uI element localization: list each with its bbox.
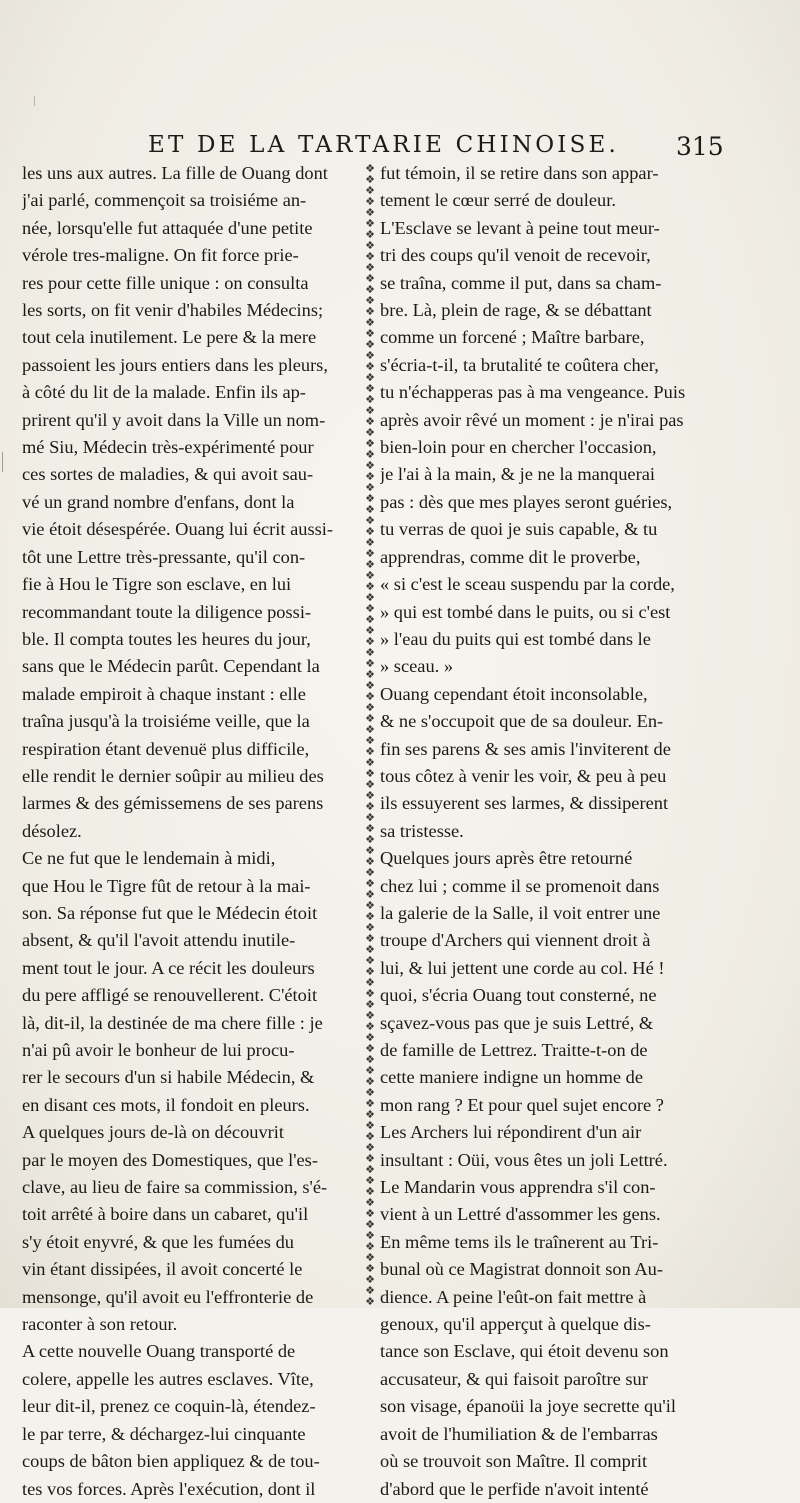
ornament-glyph: ❖ <box>365 690 375 703</box>
ornament-glyph: ❖ <box>365 536 375 549</box>
text-line: respiration étant devenuë plus difficile, <box>22 738 310 759</box>
text-line: sa tristesse. <box>380 820 464 841</box>
text-line: ble. Il compta toutes les heures du jour, <box>22 628 311 649</box>
text-line: res pour cette fille unique : on consulta <box>22 272 309 293</box>
text-line: tance son Esclave, qui étoit devenu son <box>380 1341 669 1362</box>
ornament-glyph: ❖ <box>365 657 375 670</box>
ornament-glyph: ❖ <box>365 1251 375 1264</box>
right-text-column <box>380 160 716 1503</box>
text-line: s'écria-t-il, ta brutalité te coûtera cher, <box>380 354 659 375</box>
text-line: A quelques jours de-là on découvrit <box>22 1122 285 1143</box>
ornament-glyph: ❖ <box>365 1174 375 1187</box>
ornament-glyph: ❖ <box>365 173 375 186</box>
text-line: fin ses parens & ses amis l'inviterent de <box>380 738 671 759</box>
running-title: ET DE LA TARTARIE CHINOISE. <box>148 132 620 158</box>
text-line: du pere affligé se renouvellerent. C'étoit <box>22 985 318 1006</box>
ornament-glyph: ❖ <box>365 1086 375 1099</box>
text-line: tous côtez à venir les voir, & peu à peu <box>380 765 667 786</box>
text-line: lui, & lui jettent une corde au col. Hé ! <box>380 957 665 978</box>
ornament-glyph: ❖ <box>365 404 375 417</box>
text-line: prirent qu'il y avoit dans la Ville un nom- <box>22 409 326 430</box>
text-line: avoit de l'humiliation & de l'embarras <box>380 1423 658 1444</box>
ornament-glyph: ❖ <box>365 1097 375 1110</box>
text-line: de famille de Lettrez. Traitte-t-on de <box>380 1040 648 1060</box>
ornament-glyph: ❖ <box>365 338 375 351</box>
ornament-glyph: ❖ <box>365 558 375 571</box>
ornament-glyph: ❖ <box>365 382 375 395</box>
text-line: A cette nouvelle Ouang transporté de <box>22 1341 296 1362</box>
ornament-glyph: ❖ <box>365 206 375 219</box>
ornament-glyph: ❖ <box>365 998 375 1011</box>
ornament-glyph: ❖ <box>365 349 375 362</box>
text-line: & ne s'occupoit que de sa douleur. En- <box>380 711 664 732</box>
text-line: traîna jusqu'à la troisiéme veille, que la <box>22 711 310 732</box>
ornament-glyph: ❖ <box>365 844 375 857</box>
text-line: mensonge, qu'il avoit eu l'effronterie de <box>22 1286 314 1307</box>
text-line: née, lorsqu'elle fut attaquée d'une petite <box>22 217 313 238</box>
ornament-glyph: ❖ <box>365 1273 375 1286</box>
ornament-glyph: ❖ <box>365 250 375 263</box>
text-line: en disant ces mots, il fondoit en pleurs. <box>22 1094 310 1115</box>
text-line: dience. A peine l'eût-on fait mettre à <box>380 1286 647 1307</box>
ornament-glyph: ❖ <box>365 305 375 318</box>
ornament-glyph: ❖ <box>365 1119 375 1132</box>
text-line: par le moyen des Domestiques, que l'es- <box>22 1149 318 1170</box>
ornament-glyph: ❖ <box>365 459 375 472</box>
text-line: bre. Là, plein de rage, & se débattant <box>380 300 652 321</box>
text-line: vie étoit désespérée. Ouang lui écrit aussi- <box>22 519 333 540</box>
ornament-glyph: ❖ <box>365 987 375 1000</box>
ornament-glyph: ❖ <box>365 580 375 593</box>
text-line: cette maniere indigne un homme de <box>380 1067 643 1088</box>
ornament-glyph: ❖ <box>365 294 375 307</box>
text-line: recommandant toute la diligence possi- <box>22 601 312 622</box>
ornament-glyph: ❖ <box>365 195 375 208</box>
text-line: genoux, qu'il apperçut à quelque dis- <box>380 1314 651 1335</box>
text-line: chez lui ; comme il se promenoit dans <box>380 875 660 896</box>
ornament-glyph: ❖ <box>365 965 375 978</box>
page-number: 315 <box>676 132 724 161</box>
ornament-glyph: ❖ <box>365 723 375 736</box>
left-text-column <box>22 160 358 1503</box>
ornament-glyph: ❖ <box>365 503 375 516</box>
ornament-glyph: ❖ <box>365 1053 375 1066</box>
ornament-glyph: ❖ <box>365 163 375 175</box>
ornament-glyph: ❖ <box>365 371 375 384</box>
text-line: tu n'échapperas pas à ma vengeance. Puis <box>380 382 686 403</box>
ornament-glyph: ❖ <box>365 943 375 956</box>
text-line: » l'eau du puits qui est tombé dans le <box>380 628 651 649</box>
ornament-glyph: ❖ <box>365 602 375 615</box>
ornament-glyph: ❖ <box>365 668 375 681</box>
ornament-glyph: ❖ <box>365 1075 375 1088</box>
text-line: les sorts, on fit venir d'habiles Médecins; <box>22 300 324 321</box>
ornament-glyph: ❖ <box>365 1141 375 1154</box>
text-line: fut témoin, il se retire dans son appar- <box>380 163 659 183</box>
ornament-glyph: ❖ <box>365 855 375 868</box>
text-line: Les Archers lui répondirent d'un air <box>380 1122 642 1143</box>
ornament-glyph: ❖ <box>365 393 375 406</box>
text-line: » sceau. » <box>380 656 454 677</box>
text-line: malade empiroit à chaque instant : elle <box>22 683 306 704</box>
ornament-glyph: ❖ <box>365 525 375 538</box>
text-line: Quelques jours après être retourné <box>380 848 633 869</box>
ornament-glyph: ❖ <box>365 228 375 241</box>
ornament-glyph: ❖ <box>365 1207 375 1220</box>
ornament-glyph: ❖ <box>365 701 375 714</box>
ornament-glyph: ❖ <box>365 954 375 967</box>
text-line: elle rendit le dernier soûpir au milieu des <box>22 765 324 786</box>
ornament-glyph: ❖ <box>365 1020 375 1033</box>
ornament-glyph: ❖ <box>365 448 375 461</box>
ornament-glyph: ❖ <box>365 261 375 274</box>
text-line: tri des coups qu'il venoit de recevoir, <box>380 245 651 266</box>
ornament-glyph: ❖ <box>365 899 375 912</box>
text-line: mon rang ? Et pour quel sujet encore ? <box>380 1094 664 1115</box>
text-line: insultant : Oüi, vous êtes un joli Lettré. <box>380 1149 668 1170</box>
text-line: là, dit-il, la destinée de ma chere fille : je <box>22 1012 323 1033</box>
text-line: » qui est tombé dans le puits, ou si c'est <box>380 601 671 622</box>
ornament-glyph: ❖ <box>365 184 375 197</box>
text-line: désolez. <box>22 820 82 841</box>
text-line: tes vos forces. Après l'exécution, dont il <box>22 1478 316 1499</box>
text-line: vin étant dissipées, il avoit concerté le <box>22 1259 303 1280</box>
ornament-glyph: ❖ <box>365 217 375 230</box>
ornament-glyph: ❖ <box>365 1152 375 1165</box>
text-line: son. Sa réponse fut que le Médecin étoit <box>22 902 318 923</box>
ornament-glyph: ❖ <box>365 921 375 934</box>
text-line: raconter à son retour. <box>22 1314 178 1335</box>
ornament-glyph: ❖ <box>365 877 375 890</box>
ornament-glyph: ❖ <box>365 1196 375 1209</box>
ornament-glyph: ❖ <box>365 283 375 296</box>
text-line: vérole tres-maligne. On fit force prie- <box>22 245 299 266</box>
text-line: je l'ai à la main, & je ne la manquerai <box>380 464 655 485</box>
text-line: son visage, épanoüi la joye secrette qu'il <box>380 1396 676 1417</box>
text-line: après avoir rêvé un moment : je n'irai pas <box>380 409 684 430</box>
text-line: j'ai parlé, commençoit sa troisiéme an- <box>22 190 307 211</box>
text-line: clave, au lieu de faire sa commission, s'é- <box>22 1177 328 1198</box>
text-line: bunal où ce Magistrat donnoit son Au- <box>380 1259 663 1280</box>
text-line: où se trouvoit son Maître. Il comprit <box>380 1451 648 1472</box>
text-line: fie à Hou le Tigre son esclave, en lui <box>22 574 292 595</box>
ornament-glyph: ❖ <box>365 767 375 780</box>
text-line: à côté du lit de la malade. Enfin ils ap- <box>22 382 306 403</box>
ornament-glyph: ❖ <box>365 426 375 439</box>
text-line: tout cela inutilement. Le pere & la mere <box>22 327 317 348</box>
text-line: coups de bâton bien appliquez & de tou- <box>22 1451 320 1472</box>
ornament-glyph: ❖ <box>365 811 375 824</box>
text-line: Ce ne fut que le lendemain à midi, <box>22 848 276 869</box>
ornament-glyph: ❖ <box>365 679 375 692</box>
text-line: bien-loin pour en chercher l'occasion, <box>380 437 657 458</box>
text-line: pas : dès que mes playes seront guéries, <box>380 491 673 512</box>
ornament-glyph: ❖ <box>365 437 375 450</box>
ornament-glyph: ❖ <box>365 415 375 428</box>
ornament-glyph: ❖ <box>365 1108 375 1121</box>
column-ornament-separator <box>364 163 376 1307</box>
ornament-glyph: ❖ <box>365 756 375 769</box>
ornament-glyph: ❖ <box>365 1240 375 1253</box>
ornament-glyph: ❖ <box>365 481 375 494</box>
ornament-glyph: ❖ <box>365 492 375 505</box>
margin-mark <box>2 452 8 472</box>
ornament-glyph: ❖ <box>365 888 375 901</box>
ornament-glyph: ❖ <box>365 932 375 945</box>
ornament-glyph: ❖ <box>365 613 375 626</box>
text-line: passoient les jours entiers dans les pleurs, <box>22 354 328 375</box>
ornament-glyph: ❖ <box>365 1009 375 1022</box>
text-line: sçavez-vous pas que je suis Lettré, & <box>380 1012 654 1033</box>
ornament-glyph: ❖ <box>365 1229 375 1242</box>
text-line: apprendras, comme dit le proverbe, <box>380 546 641 567</box>
text-line: absent, & qu'il l'avoit attendu inutile- <box>22 930 296 951</box>
ornament-glyph: ❖ <box>365 591 375 604</box>
ornament-glyph: ❖ <box>365 1295 375 1307</box>
ornament-glyph: ❖ <box>365 833 375 846</box>
text-line: tôt une Lettre très-pressante, qu'il con- <box>22 546 306 567</box>
ornament-glyph: ❖ <box>365 800 375 813</box>
ornament-glyph: ❖ <box>365 514 375 527</box>
text-line: mé Siu, Médecin très-expérimenté pour <box>22 437 314 458</box>
ornament-glyph: ❖ <box>365 822 375 835</box>
text-line: tement le cœur serré de douleur. <box>380 190 616 211</box>
text-line: ces sortes de maladies, & qui avoit sau- <box>22 464 314 485</box>
ornament-glyph: ❖ <box>365 635 375 648</box>
text-line: troupe d'Archers qui viennent droit à <box>380 930 651 951</box>
ornament-glyph: ❖ <box>365 624 375 637</box>
ornament-glyph: ❖ <box>365 569 375 582</box>
text-line: L'Esclave se levant à peine tout meur- <box>380 217 660 238</box>
ornament-glyph: ❖ <box>365 1031 375 1044</box>
ornament-glyph: ❖ <box>365 1284 375 1297</box>
ornament-glyph: ❖ <box>365 646 375 659</box>
ornament-glyph: ❖ <box>365 734 375 747</box>
text-line: larmes & des gémissemens de ses parens <box>22 793 324 814</box>
ornament-glyph: ❖ <box>365 1262 375 1275</box>
margin-mark <box>34 96 38 106</box>
ornament-glyph: ❖ <box>365 1130 375 1143</box>
ornament-glyph: ❖ <box>365 712 375 725</box>
text-line: colere, appelle les autres esclaves. Vîte, <box>22 1368 314 1389</box>
ornament-glyph: ❖ <box>365 910 375 923</box>
text-line: tu verras de quoi je suis capable, & tu <box>380 519 658 540</box>
ornament-glyph: ❖ <box>365 1163 375 1176</box>
ornament-glyph: ❖ <box>365 866 375 879</box>
text-line: vient à un Lettré d'assommer les gens. <box>380 1204 661 1225</box>
ornament-glyph: ❖ <box>365 547 375 560</box>
text-line: la galerie de la Salle, il voit entrer une <box>380 902 661 923</box>
ornament-glyph: ❖ <box>365 1218 375 1231</box>
text-line: Ouang cependant étoit inconsolable, <box>380 683 648 704</box>
text-line: « si c'est le sceau suspendu par la corde, <box>380 574 675 595</box>
text-line: rer le secours d'un si habile Médecin, & <box>22 1067 315 1088</box>
text-line: d'abord que le perfide n'avoit intenté <box>380 1478 649 1499</box>
text-line: les uns aux autres. La fille de Ouang dont <box>22 163 328 183</box>
ornament-glyph: ❖ <box>365 789 375 802</box>
text-line: se traîna, comme il put, dans sa cham- <box>380 272 662 293</box>
ornament-glyph: ❖ <box>365 470 375 483</box>
ornament-glyph: ❖ <box>365 327 375 340</box>
ornament-glyph: ❖ <box>365 1185 375 1198</box>
text-line: comme un forcené ; Maître barbare, <box>380 327 645 348</box>
ornament-glyph: ❖ <box>365 745 375 758</box>
text-line: quoi, s'écria Ouang tout consterné, ne <box>380 985 657 1006</box>
text-line: vé un grand nombre d'enfans, dont la <box>22 491 295 512</box>
text-line: que Hou le Tigre fût de retour à la mai- <box>22 875 311 896</box>
ornament-glyph: ❖ <box>365 360 375 373</box>
ornament-glyph: ❖ <box>365 239 375 252</box>
text-line: leur dit-il, prenez ce coquin-là, étendez- <box>22 1396 316 1417</box>
ornament-glyph: ❖ <box>365 1064 375 1077</box>
text-line: sans que le Médecin parût. Cependant la <box>22 656 320 677</box>
ornament-glyph: ❖ <box>365 778 375 791</box>
ornament-glyph: ❖ <box>365 272 375 285</box>
text-line: n'ai pû avoir le bonheur de lui procu- <box>22 1040 295 1060</box>
text-line: Le Mandarin vous apprendra s'il con- <box>380 1177 656 1198</box>
text-line: accusateur, & qui faisoit paroître sur <box>380 1368 648 1389</box>
text-line: le par terre, & déchargez-lui cinquante <box>22 1423 306 1444</box>
text-line: s'y étoit enyvré, & que les fumées du <box>22 1231 294 1252</box>
ornament-glyph: ❖ <box>365 316 375 329</box>
ornament-glyph: ❖ <box>365 1042 375 1055</box>
text-line: ment tout le jour. A ce récit les douleurs <box>22 957 315 978</box>
text-line: ils essuyerent ses larmes, & dissiperent <box>380 793 669 814</box>
text-line: En même tems ils le traînerent au Tri- <box>380 1231 659 1252</box>
text-line: toit arrêté à boire dans un cabaret, qu'il <box>22 1204 309 1225</box>
ornament-glyph: ❖ <box>365 976 375 989</box>
